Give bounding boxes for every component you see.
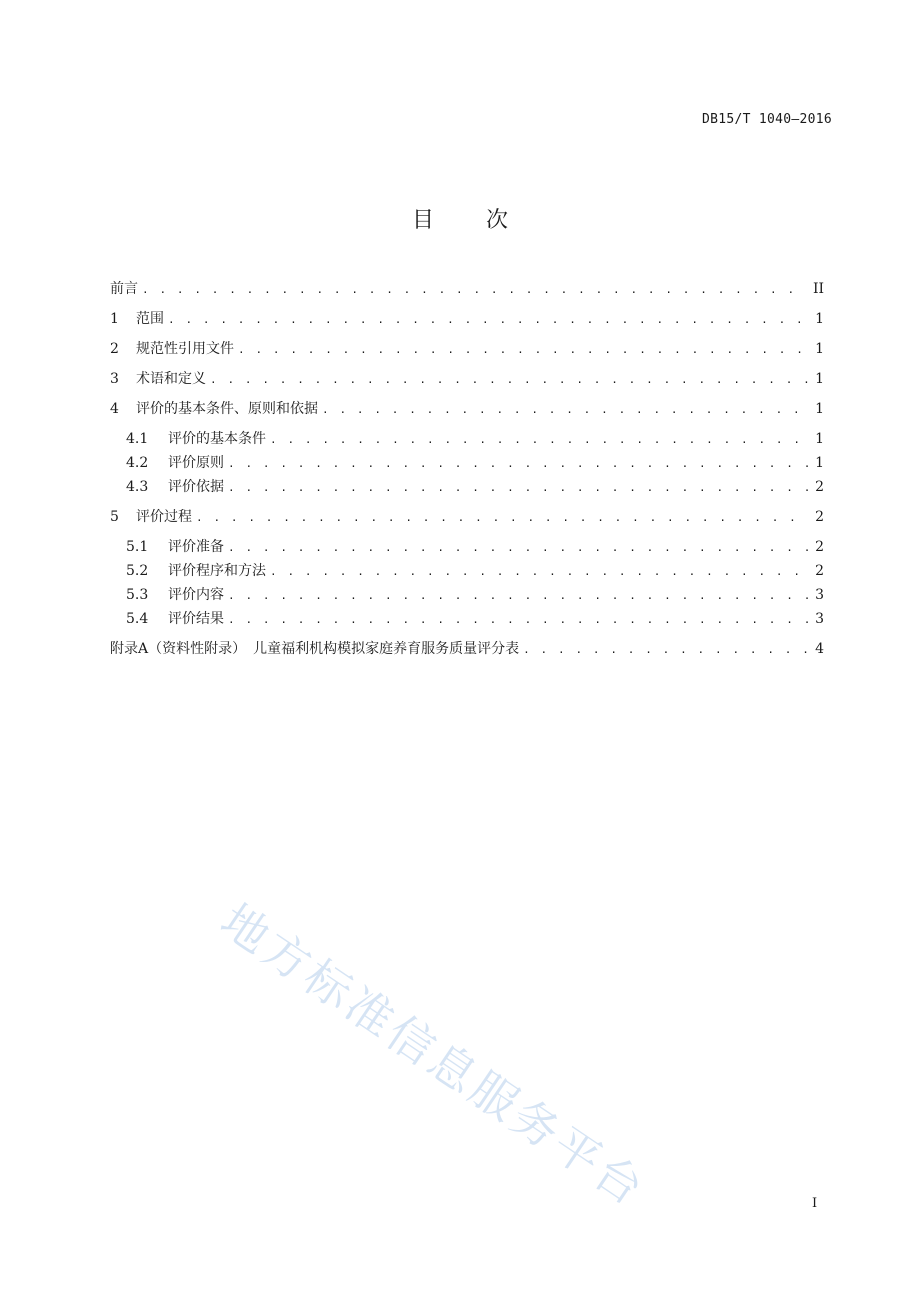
- toc-entry-page: II: [812, 281, 824, 297]
- toc-entry-number: 4.1: [126, 431, 149, 447]
- toc-entry-label: 评价过程: [136, 509, 192, 525]
- dot-leader: [142, 279, 807, 301]
- toc-entry-page: 4: [815, 641, 824, 657]
- toc-entry-number: 5.4: [126, 611, 149, 627]
- toc-title-char-1: 目: [411, 208, 434, 233]
- dot-leader: [210, 369, 808, 391]
- document-code: DB15/T 1040—2016: [701, 112, 832, 127]
- dot-leader: [228, 477, 808, 499]
- dot-leader: [228, 585, 808, 607]
- toc-entry-number: 1: [110, 311, 119, 327]
- toc-entry-number: 4.2: [126, 455, 149, 471]
- toc-entry-5-2[interactable]: [126, 560, 824, 582]
- toc-entry-page: 1: [815, 455, 824, 471]
- dot-leader: [228, 537, 808, 559]
- toc-entry-number: 5.1: [126, 539, 149, 555]
- dot-leader: [270, 429, 808, 451]
- dot-leader: [238, 339, 808, 361]
- toc-entry-label: 评价准备: [168, 539, 224, 555]
- toc-entry-4-2[interactable]: [126, 452, 824, 474]
- dot-leader: [322, 399, 808, 421]
- toc-entry-label: 评价原则: [168, 455, 224, 471]
- toc-entry-number: 3: [110, 371, 119, 387]
- toc-entry-page: 1: [815, 371, 824, 387]
- toc-entry-label: 评价结果: [168, 611, 224, 627]
- toc-entry-page: 1: [815, 431, 824, 447]
- toc-entry-label: 评价的基本条件: [168, 431, 266, 447]
- toc-entry-number: 5.2: [126, 563, 149, 579]
- toc-entry-page: 2: [815, 563, 824, 579]
- toc-entry-label: 评价程序和方法: [168, 563, 266, 579]
- toc-title: [0, 203, 920, 234]
- dot-leader: [228, 453, 808, 475]
- toc-entry-5[interactable]: [110, 506, 824, 528]
- toc-entry-4-3[interactable]: [126, 476, 824, 498]
- toc-entry-annex-a[interactable]: [110, 638, 824, 660]
- toc-entry-page: 1: [815, 341, 824, 357]
- toc-entry-5-1[interactable]: [126, 536, 824, 558]
- toc-entry-label: 附录A（资料性附录） 儿童福利机构模拟家庭养育服务质量评分表: [110, 641, 520, 657]
- watermark: 地方标准信息服务平台: [211, 893, 656, 1218]
- toc-entry-label: 范围: [136, 311, 164, 327]
- toc-entry-page: 2: [815, 539, 824, 555]
- toc-entry-page: 2: [815, 479, 824, 495]
- toc-entry-page: 1: [815, 311, 824, 327]
- toc-entry-page: 3: [815, 587, 824, 603]
- toc-entry-page: 2: [815, 509, 824, 525]
- toc-entry-page: 1: [815, 401, 824, 417]
- toc-entry-number: 5.3: [126, 587, 149, 603]
- dot-leader: [270, 561, 808, 583]
- toc-title-char-2: 次: [486, 208, 509, 233]
- toc-entry-5-4[interactable]: [126, 608, 824, 630]
- dot-leader: [523, 639, 808, 661]
- toc-entry-label: 规范性引用文件: [136, 341, 234, 357]
- toc-entry-3[interactable]: [110, 368, 824, 390]
- dot-leader: [168, 309, 808, 331]
- toc-entry-4[interactable]: [110, 398, 824, 420]
- toc-entry-label: 术语和定义: [136, 371, 206, 387]
- toc-entry-5-3[interactable]: [126, 584, 824, 606]
- toc-entry-label: 前言: [110, 281, 138, 297]
- toc-entry-label: 评价依据: [168, 479, 224, 495]
- toc-entry-number: 4: [110, 401, 119, 417]
- toc-entry-number: 4.3: [126, 479, 149, 495]
- toc-entry-foreword[interactable]: [110, 278, 824, 300]
- toc-entry-number: 2: [110, 341, 119, 357]
- toc-entry-number: 5: [110, 509, 119, 525]
- toc-entry-label: 评价的基本条件、原则和依据: [136, 401, 318, 417]
- toc-entry-1[interactable]: [110, 308, 824, 330]
- page-number: I: [812, 1196, 818, 1211]
- dot-leader: [228, 609, 808, 631]
- dot-leader: [196, 507, 808, 529]
- toc-entry-2[interactable]: [110, 338, 824, 360]
- toc-entry-label: 评价内容: [168, 587, 224, 603]
- toc-entry-page: 3: [815, 611, 824, 627]
- toc-entry-4-1[interactable]: [126, 428, 824, 450]
